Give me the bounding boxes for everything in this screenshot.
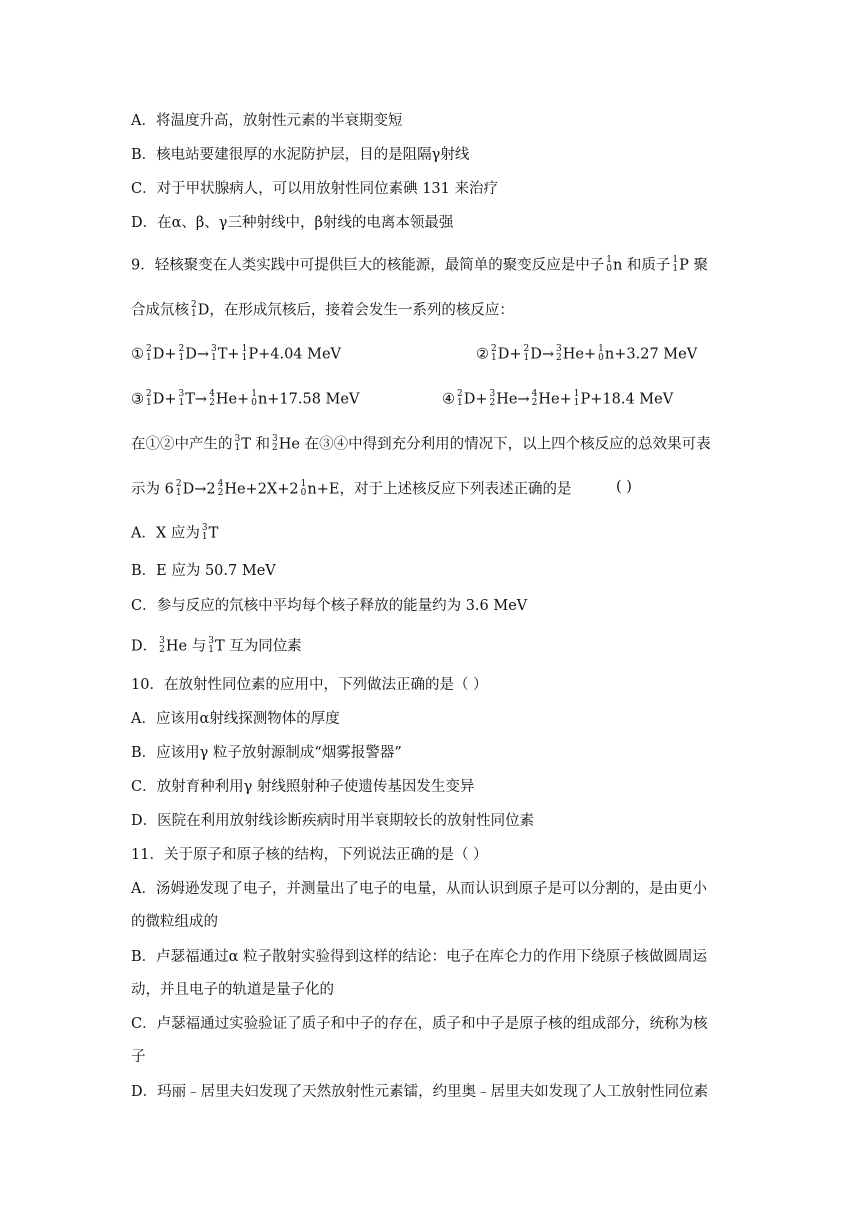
reaction-4: ④ 2 1 D+ 3 2 He→ 4 2 He+ 1 1 P+18.4 MeV [442,389,674,409]
q10-option-d: D．医院在利用放射线诊断疾病时用半衰期较长的放射性同位素 [131,813,535,829]
nuclide-p: 1 1 [672,255,679,275]
q9-option-a: A．X 应为 3 1 T [131,523,219,543]
q11-option-a-line2: 的微粒组成的 [131,914,218,930]
q9-paragraph-line2: 示为 6 2 1 D→2 4 2 He+2X+2 1 0 n+E，对于上述核反应下列表述正确的是 [131,479,572,499]
q8-option-d: D．在α、β、γ三种射线中，β射线的电离本领最强 [131,215,454,231]
q9-option-d: D． 3 2 He 与 3 1 T 互为同位素 [131,636,302,656]
q11-option-c-line2: 子 [131,1049,146,1065]
q9-stem-line2: 合成氘核 2 1 D，在形成氘核后，接着会发生一系列的核反应： [131,300,514,320]
reaction-1: ① 2 1 D+ 2 1 D→ 3 1 T+ 1 1 P+4.04 MeV [131,344,342,364]
q11-stem: 11．关于原子和原子核的结构，下列说法正确的是（ ） [131,847,488,863]
q9-option-c: C．参与反应的氘核中平均每个核子释放的能量约为 3.6 MeV [131,598,528,614]
q11-option-a-line1: A．汤姆逊发现了电子，并测量出了电子的电量，从而认识到原子是可以分割的，是由更小 [131,881,707,897]
q9-option-b: B．E 应为 50.7 MeV [131,563,276,579]
q8-option-a: A．将温度升高，放射性元素的半衰期变短 [131,113,403,129]
q10-option-c: C．放射育种利用γ 射线照射种子使遗传基因发生变异 [131,779,475,795]
nuclide-n: 1 0 [606,255,612,275]
q10-stem: 10．在放射性同位素的应用中，下列做法正确的是（ ） [131,677,488,693]
nuclide-d: 2 1 [191,300,197,320]
q11-option-c-line1: C．卢瑟福通过实验验证了质子和中子的存在，质子和中子是原子核的组成部分，统称为核 [131,1016,708,1032]
q11-option-b-line1: B．卢瑟福通过α 粒子散射实验得到这样的结论：电子在库仑力的作用下绕原子核做圆周运 [131,949,708,965]
reaction-2: ② 2 1 D+ 2 1 D→ 3 2 He+ 1 0 n+3.27 MeV [476,344,698,364]
q11-option-b-line2: 动，并且电子的轨道是量子化的 [131,982,334,998]
q10-option-a: A．应该用α射线探测物体的厚度 [131,711,340,727]
q11-option-d: D．玛丽﹣居里夫妇发现了天然放射性元素镭，约里奥﹣居里夫如发现了人工放射性同位素 [131,1084,709,1100]
q10-option-b: B．应该用γ 粒子放射源制成“烟雾报警器” [131,745,402,761]
q8-option-c: C．对于甲状腺病人，可以用放射性同位素碘 131 来治疗 [131,181,498,197]
q9-paragraph-line1: 在①②中产生的 3 1 T 和 3 2 He 在③④中得到充分利用的情况下，以上四个核反应的总效果可表 [131,434,711,454]
answer-bracket: ( ) [616,479,632,495]
q9-stem-line1: 9．轻核聚变在人类实践中可提供巨大的核能源，最简单的聚变反应是中子 1 0 n 和质子 1 1 P 聚 [131,255,709,275]
q8-option-b: B．核电站要建很厚的水泥防护层，目的是阻隔γ射线 [131,147,470,163]
reaction-3: ③ 2 1 D+ 3 1 T→ 4 2 He+ 1 0 n+17.58 MeV [131,389,360,409]
